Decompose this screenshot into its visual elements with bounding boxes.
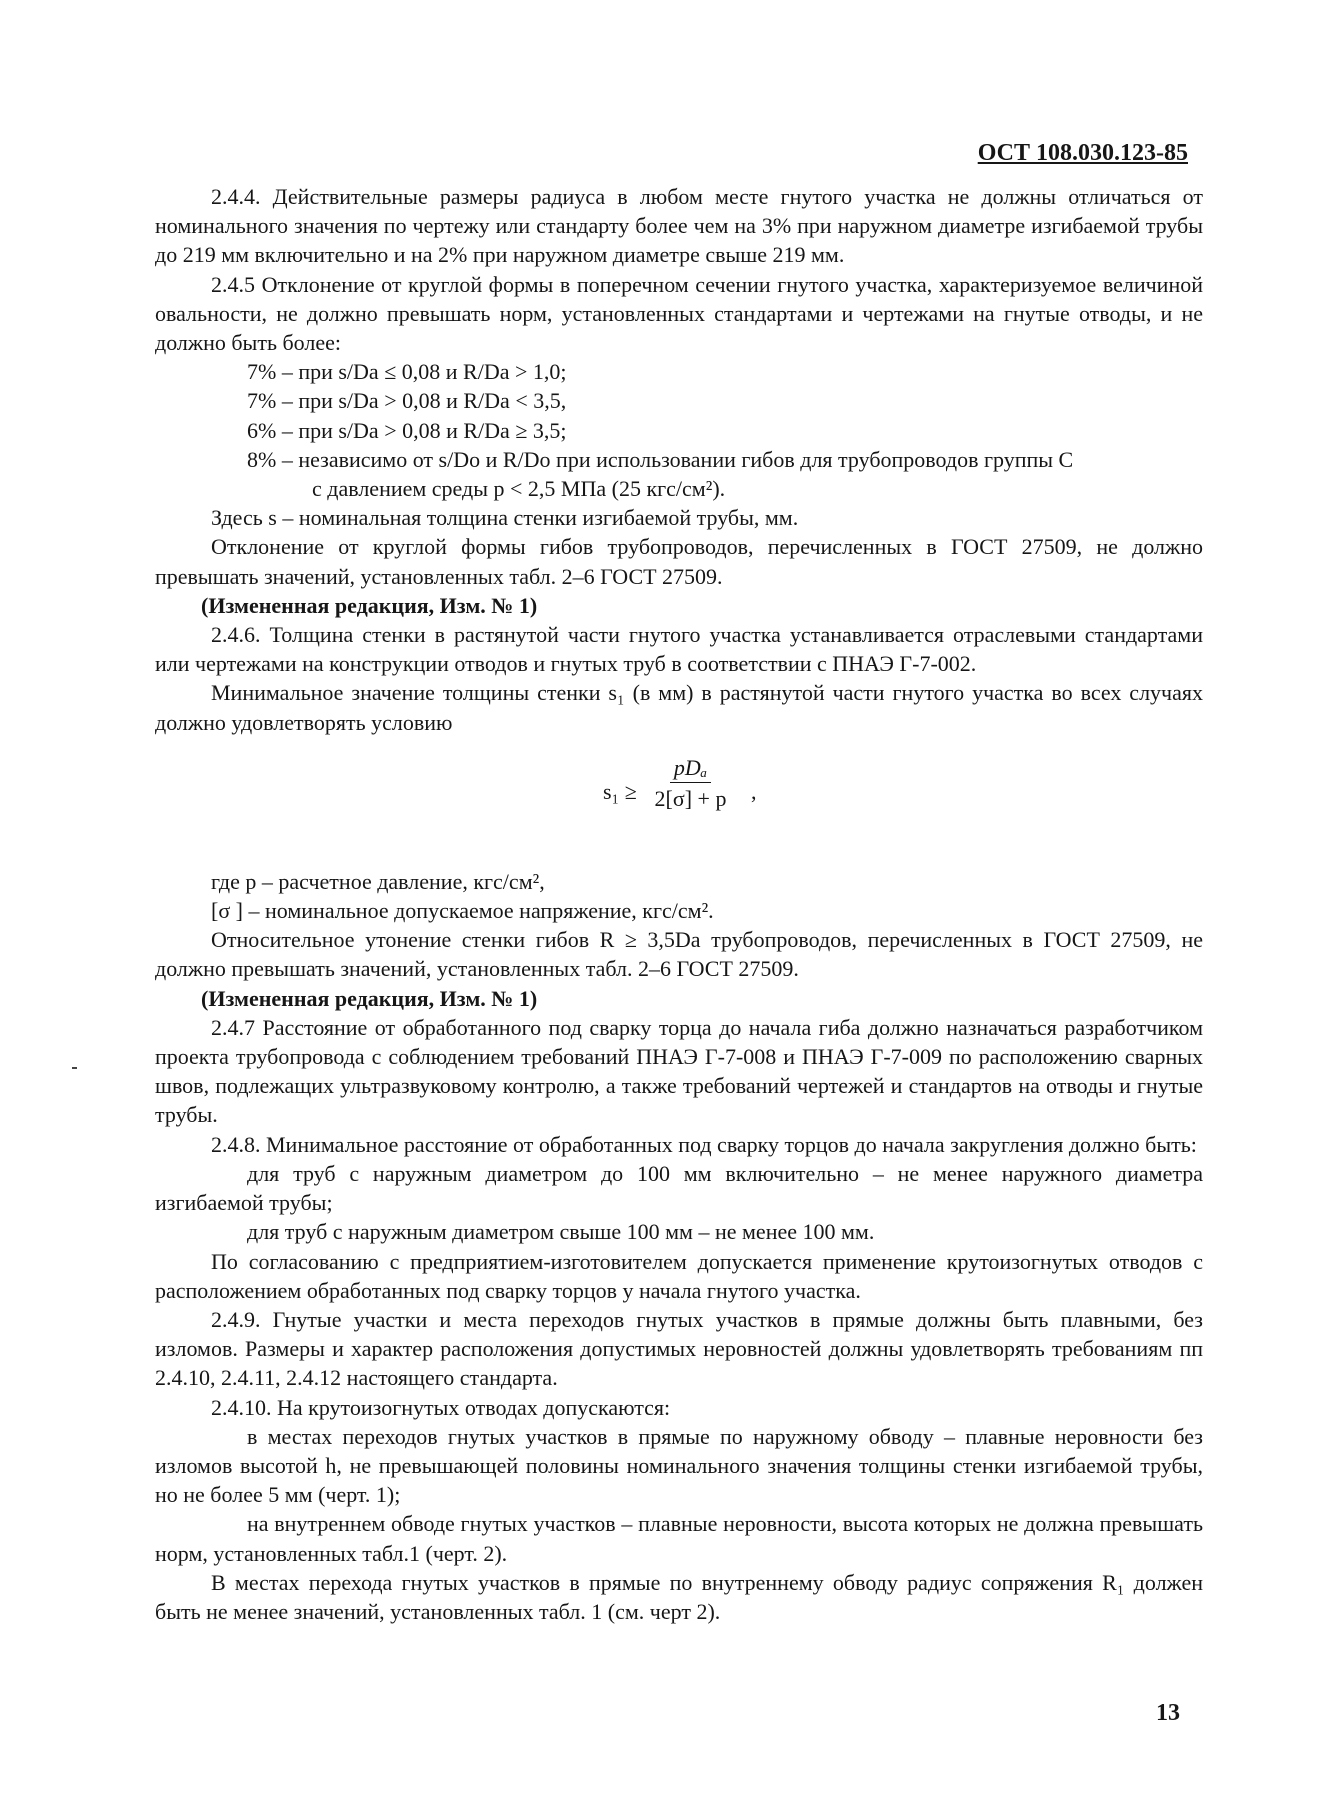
definition-s: Здесь s – номинальная толщина стенки изгибаемой трубы, мм. xyxy=(211,505,799,531)
transition-radius-text: В местах перехода гнутых участков в прямые по внутреннему обводу радиус сопряжения R₁ должен быть не менее значений, установленных табл. 1 (см. черт 2). xyxy=(155,1569,1203,1624)
gost-deviation-text: Отклонение от круглой формы гибов трубопроводов, перечисленных в ГОСТ 27509, не должно превышать значений, установленных табл. 2–6 ГОСТ 27509. xyxy=(155,534,1203,589)
scan-artifact xyxy=(72,1067,77,1069)
document-code: ОСТ 108.030.123-85 xyxy=(977,140,1188,166)
paragraph-2-4-4: 2.4.4. Действительные размеры радиуса в любом месте гнутого участка не должны отличаться от номинального значения по чертежу или стандарту более чем на 3% при наружном диаметре изгибаемой трубы до 219 мм включительно и на 2% при наружном диаметре свыше 219 мм. xyxy=(155,184,1203,268)
paragraph-2-4-8-item-b: для труб с наружным диаметром свыше 100 мм – не менее 100 мм. xyxy=(247,1219,875,1245)
paragraph-2-4-10: 2.4.10. На крутоизогнутых отводах допускаются: xyxy=(211,1394,671,1420)
paragraph-2-4-8: 2.4.8. Минимальное расстояние от обработанных под сварку торцов до начала закругления должно быть: xyxy=(211,1131,1197,1157)
paragraph-2-4-10-item-a: в местах переходов гнутых участков в прямые по наружному обводу – плавные неровности без изломов высотой h, не превышающей половины номинального значения толщины стенки изгибаемой трубы, но не более 5 мм (черт. 1); xyxy=(155,1423,1203,1508)
formula-numerator: pDₐ xyxy=(670,755,711,783)
paragraph-2-4-7: 2.4.7 Расстояние от обработанного под сварку торца до начала гиба должно назначаться разработчиком проекта трубопровода с соблюдением требований ПНАЭ Г-7-008 и ПНАЭ Г-7-009 по расположению сварных швов, подлежащих ультразвуковому контролю, а также требований чертежей и стандартов на отводы и гнутые трубы. xyxy=(155,1014,1203,1128)
paragraph-2-4-10-item-b: на внутреннем обводе гнутых участков – плавные неровности, высота которых не должна превышать норм, установленных табл.1 (черт. 2). xyxy=(155,1511,1203,1566)
definition-sigma: [σ ] – номинальное допускаемое напряжение, кгс/см². xyxy=(211,898,714,924)
formula-fraction xyxy=(638,753,743,813)
list-item-continuation: с давлением среды p < 2,5 МПа (25 кгс/см²). xyxy=(312,476,726,502)
amendment-note: (Измененная редакция, Изм. № 1) xyxy=(201,592,538,618)
formula-tail: , xyxy=(751,778,757,804)
paragraph-2-4-9: 2.4.9. Гнутые участки и места переходов гнутых участков в прямые должны быть плавными, без изломов. Размеры и характер расположения допустимых неровностей должны удовлетворять требованиям пп 2.4.10, 2.4.11, 2.4.12 настоящего стандарта. xyxy=(155,1306,1203,1391)
list-item: 8% – независимо от s/Do и R/Do при использовании гибов для трубопроводов группы С xyxy=(247,446,1074,472)
agreement-text: По согласованию с предприятием-изготовителем допускается применение крутоизогнутых отводов с расположением обработанных под сварку торцов у начала гнутого участка. xyxy=(155,1248,1203,1303)
ovality-list xyxy=(155,357,1203,474)
formula-denominator: 2[σ] + p xyxy=(654,786,727,812)
formula-lhs: s₁ ≥ xyxy=(603,778,637,804)
thinning-text: Относительное утонение стенки гибов R ≥ 3,5Da трубопроводов, перечисленных в ГОСТ 27509, не должно превышать значений, установленных табл. 2–6 ГОСТ 27509. xyxy=(155,927,1203,982)
list-item: 7% – при s/Da ≤ 0,08 и R/Da > 1,0; xyxy=(247,359,567,385)
document-body xyxy=(155,182,1203,1626)
min-wall-text: Минимальное значение толщины стенки s₁ (в мм) в растянутой части гнутого участка во всех случаях должно удовлетворять условию xyxy=(155,680,1203,735)
definition-p: где p – расчетное давление, кгс/см², xyxy=(211,868,545,894)
wall-thickness-formula xyxy=(155,743,1203,841)
paragraph-2-4-5: 2.4.5 Отклонение от круглой формы в поперечном сечении гнутого участка, характеризуемое величиной овальности, не должно превышать норм, установленных стандартами и чертежами на гнутые отводы, и не должно быть более: xyxy=(155,271,1203,356)
list-item: 6% – при s/Da > 0,08 и R/Da ≥ 3,5; xyxy=(247,417,567,443)
paragraph-2-4-8-item-a: для труб с наружным диаметром до 100 мм включительно – не менее наружного диаметра изгибаемой трубы; xyxy=(155,1160,1203,1216)
amendment-note: (Измененная редакция, Изм. № 1) xyxy=(201,985,538,1011)
paragraph-2-4-6: 2.4.6. Толщина стенки в растянутой части гнутого участка устанавливается отраслевыми стандартами или чертежами на конструкции отводов и гнутых труб в соответствии с ПНАЭ Г-7-002. xyxy=(155,622,1203,677)
page-number: 13 xyxy=(1156,1700,1180,1726)
list-item: 7% – при s/Da > 0,08 и R/Da < 3,5, xyxy=(247,388,567,414)
